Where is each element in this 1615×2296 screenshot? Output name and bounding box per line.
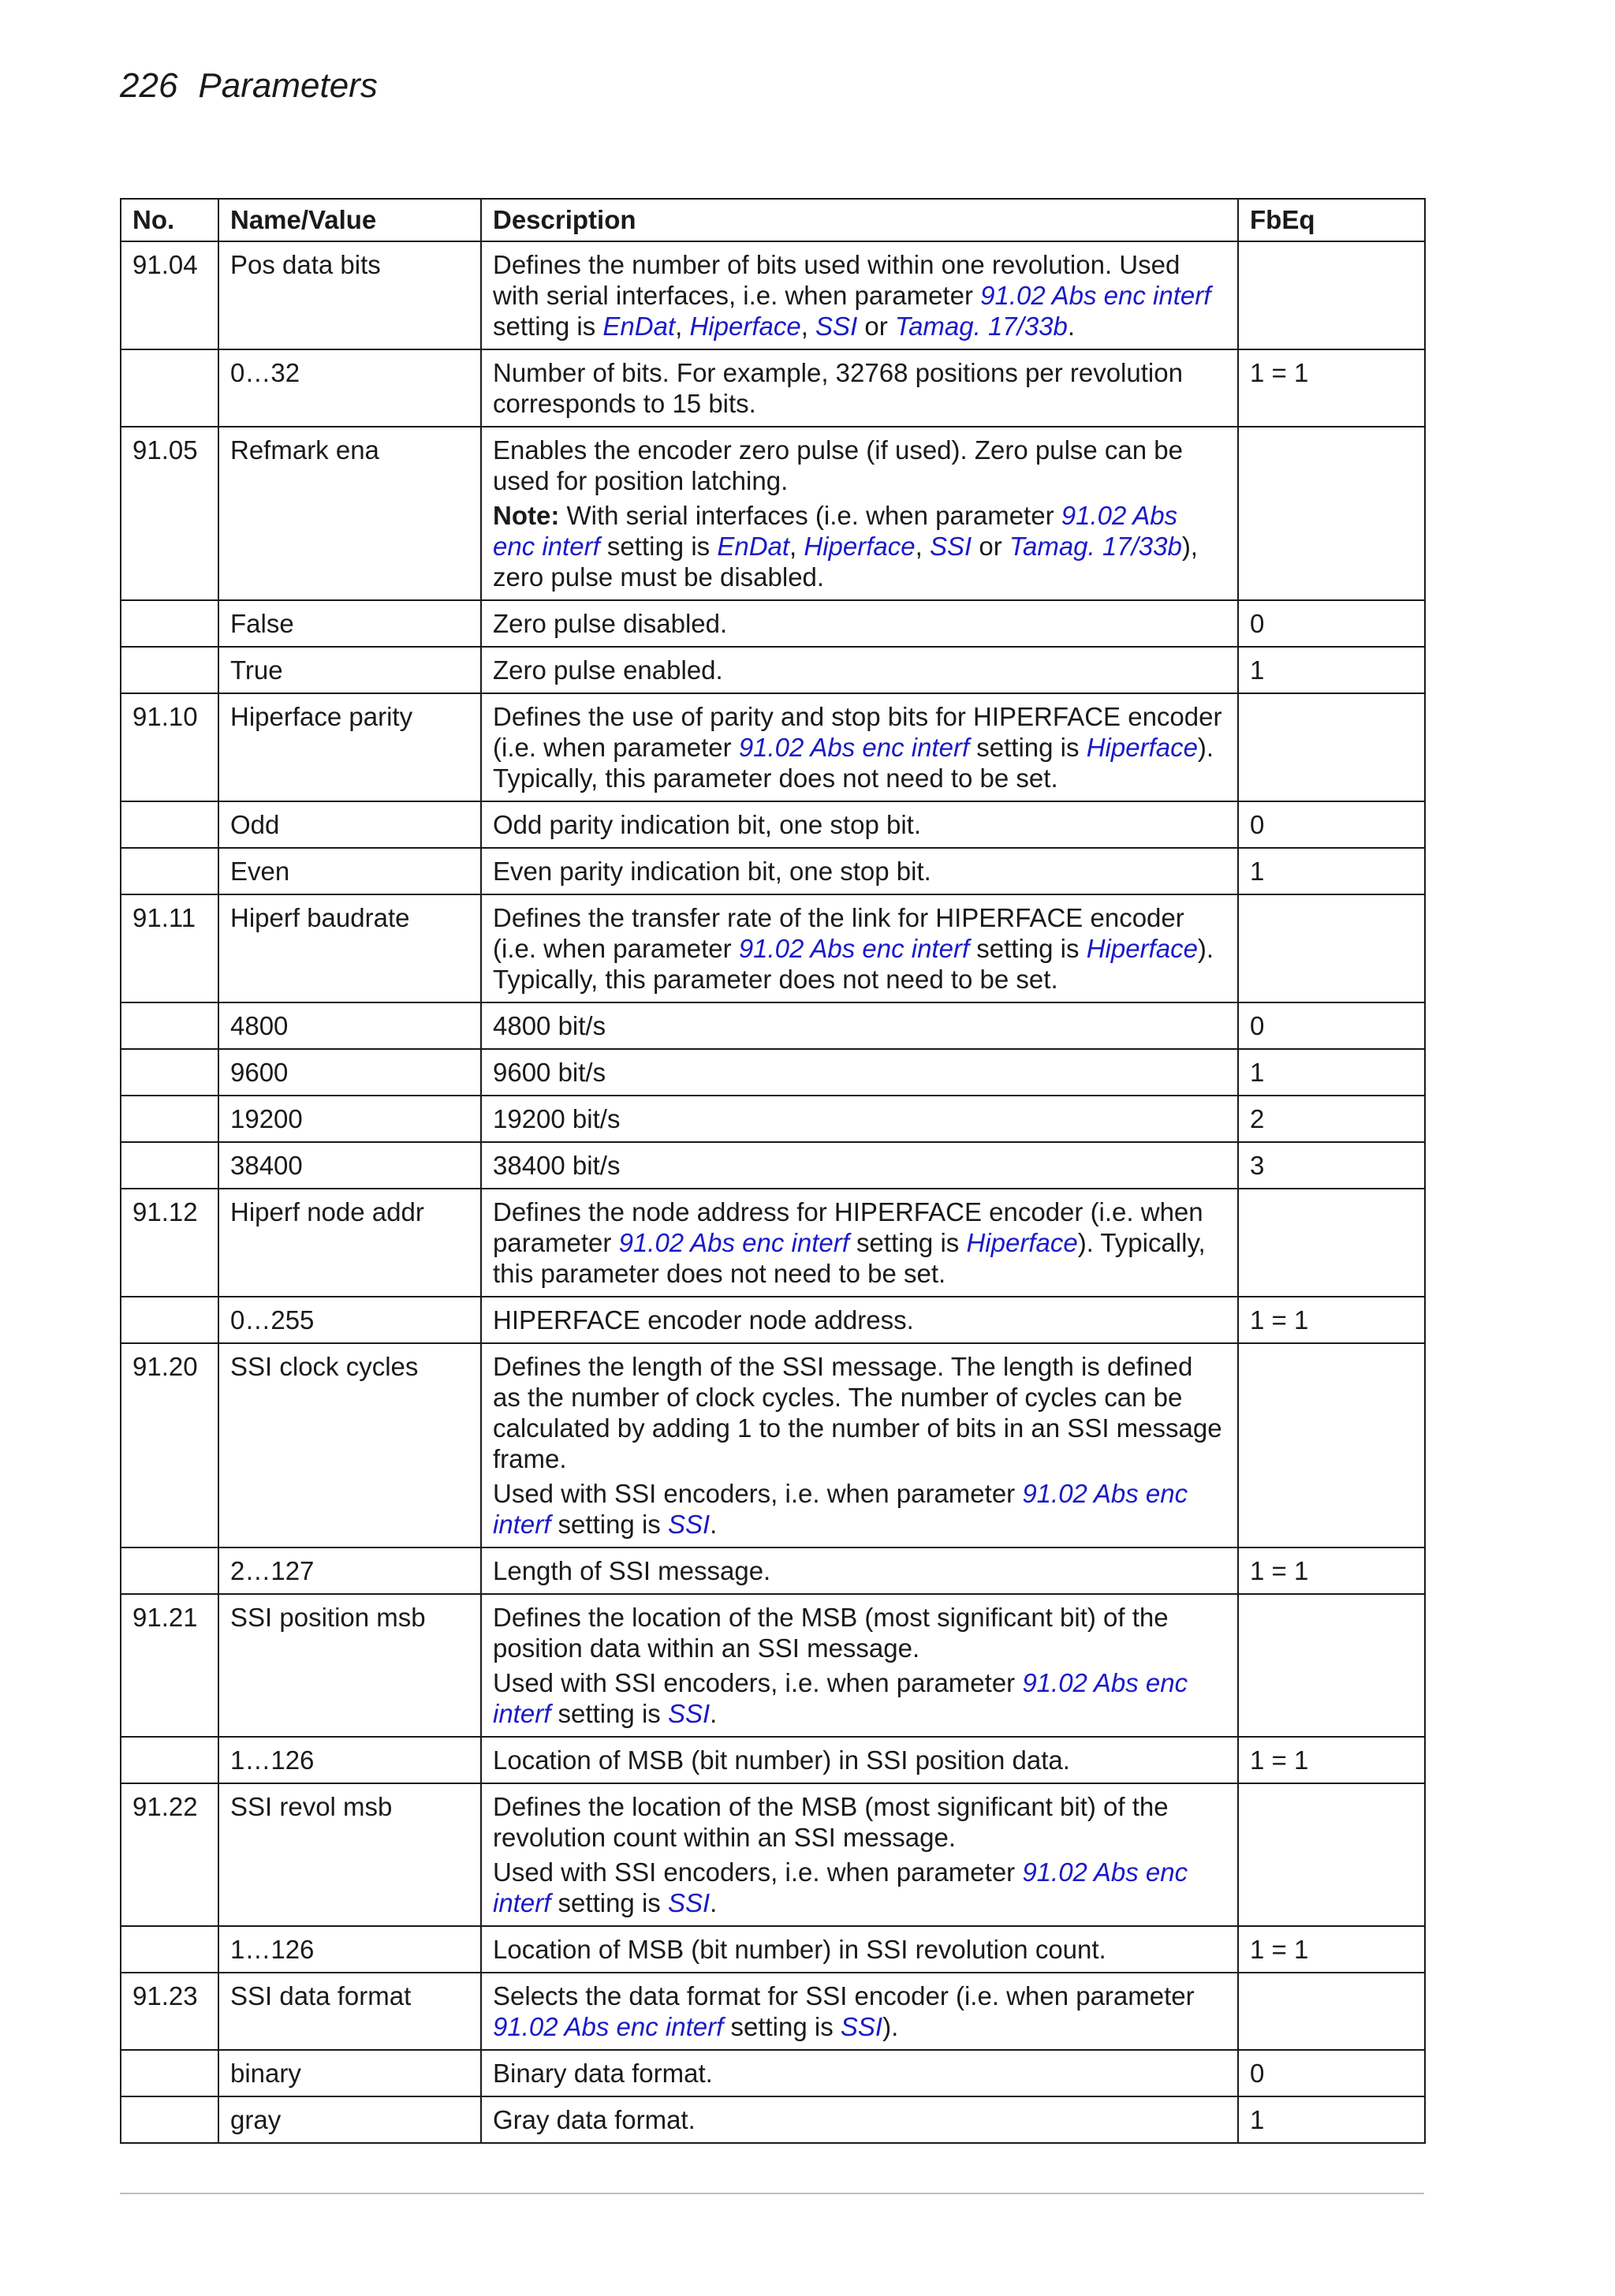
description-paragraph (493, 701, 1226, 793)
cell-description (481, 1049, 1238, 1096)
description-paragraph (493, 1197, 1226, 1289)
description-paragraph (493, 435, 1226, 496)
cell-name-value: False (218, 600, 481, 647)
description-paragraph (493, 500, 1226, 592)
description-text: Gray data format. (493, 2105, 696, 2134)
cell-fbeq: 3 (1238, 1142, 1425, 1189)
cell-name-value: 4800 (218, 1002, 481, 1049)
description-text: Number of bits. For example, 32768 positions per revolution corresponds to 15 bits. (493, 358, 1183, 418)
description-text: Enables the encoder zero pulse (if used). Zero pulse can be used for position latching. (493, 435, 1184, 495)
cell-name-value: 0…255 (218, 1297, 481, 1343)
cell-fbeq: 0 (1238, 600, 1425, 647)
cell-no (121, 1926, 218, 1973)
cell-description (481, 693, 1238, 801)
cell-no (121, 600, 218, 647)
description-paragraph (493, 1857, 1226, 1918)
cell-name-value: 9600 (218, 1049, 481, 1096)
cell-description (481, 801, 1238, 848)
cell-fbeq (1238, 1973, 1425, 2050)
table-row (121, 1594, 1425, 1737)
description-text: setting is (969, 733, 1087, 762)
cell-no (121, 2096, 218, 2143)
cell-fbeq (1238, 1783, 1425, 1926)
description-text: Zero pulse disabled. (493, 609, 728, 638)
column-header-description: Description (481, 199, 1238, 241)
description-text: 4800 bit/s (493, 1011, 606, 1040)
parameter-reference-link[interactable]: Hiperface (966, 1228, 1078, 1257)
cell-fbeq: 1 (1238, 2096, 1425, 2143)
description-paragraph (493, 1478, 1226, 1540)
parameter-reference-link[interactable]: SSI (667, 1888, 711, 1917)
cell-no: 91.22 (121, 1783, 218, 1926)
cell-no (121, 1142, 218, 1189)
parameter-reference-link[interactable]: 91.02 Abs enc interf (738, 733, 970, 762)
description-text: . (710, 1888, 718, 1917)
cell-description (481, 1297, 1238, 1343)
description-paragraph (493, 1745, 1226, 1775)
description-text: setting is (550, 1510, 668, 1539)
cell-name-value: 19200 (218, 1096, 481, 1142)
parameter-reference-link[interactable]: 91.02 Abs enc interf (493, 1857, 1188, 1917)
cell-name-value: SSI revol msb (218, 1783, 481, 1926)
parameter-reference-link[interactable]: 91.02 Abs enc interf (980, 281, 1211, 310)
cell-description (481, 241, 1238, 349)
description-text: setting is (969, 934, 1087, 963)
cell-description (481, 894, 1238, 1002)
cell-description (481, 848, 1238, 894)
cell-description (481, 349, 1238, 427)
cell-no: 91.21 (121, 1594, 218, 1737)
table-header-row (121, 199, 1425, 241)
description-text: Location of MSB (bit number) in SSI revolution count. (493, 1935, 1106, 1964)
column-header-name-value: Name/Value (218, 199, 481, 241)
table-row (121, 1926, 1425, 1973)
description-paragraph (493, 1010, 1226, 1041)
description-paragraph (493, 856, 1226, 887)
cell-description (481, 1973, 1238, 2050)
description-text: , (800, 312, 816, 341)
cell-description (481, 1783, 1238, 1926)
cell-fbeq (1238, 894, 1425, 1002)
description-paragraph (493, 1602, 1226, 1663)
description-text: ). Typically, this parameter does not need to be set. (493, 733, 1214, 793)
cell-name-value: SSI data format (218, 1973, 481, 2050)
description-paragraph (493, 902, 1226, 995)
table-row (121, 1002, 1425, 1049)
cell-fbeq: 1 (1238, 647, 1425, 693)
parameter-reference-link[interactable]: 91.02 Abs enc interf (493, 501, 1178, 561)
description-text: , (675, 312, 690, 341)
cell-description (481, 1926, 1238, 1973)
cell-no (121, 1297, 218, 1343)
description-text: Used with SSI encoders, i.e. when parameter (493, 1668, 1023, 1697)
cell-no (121, 1049, 218, 1096)
cell-description (481, 1142, 1238, 1189)
cell-no: 91.04 (121, 241, 218, 349)
table-row (121, 1189, 1425, 1297)
description-paragraph (493, 357, 1226, 419)
table-row (121, 600, 1425, 647)
table-row (121, 1343, 1425, 1547)
table-row (121, 801, 1425, 848)
column-header-no: No. (121, 199, 218, 241)
table-row (121, 1096, 1425, 1142)
description-paragraph (493, 1934, 1226, 1965)
cell-description (481, 1002, 1238, 1049)
table-row (121, 1783, 1425, 1926)
cell-description (481, 1547, 1238, 1594)
description-text: 38400 bit/s (493, 1151, 621, 1180)
parameter-reference-link[interactable]: Tamag. 17/33b (894, 312, 1068, 341)
footer-divider (120, 2193, 1424, 2194)
description-text: , (915, 532, 930, 561)
table-row (121, 2096, 1425, 2143)
description-text: Location of MSB (bit number) in SSI position data. (493, 1745, 1070, 1775)
table-row (121, 1547, 1425, 1594)
cell-fbeq (1238, 1594, 1425, 1737)
cell-name-value: 1…126 (218, 1926, 481, 1973)
parameter-table (120, 198, 1426, 2144)
description-text: ). Typically, this parameter does not need to be set. (493, 1228, 1206, 1288)
cell-fbeq (1238, 241, 1425, 349)
description-text: Zero pulse enabled. (493, 655, 723, 685)
parameter-reference-link[interactable]: EnDat (602, 312, 676, 341)
description-text: Defines the location of the MSB (most significant bit) of the position data within an SSI message. (493, 1603, 1169, 1663)
cell-fbeq: 0 (1238, 2050, 1425, 2096)
description-paragraph (493, 809, 1226, 840)
cell-description (481, 427, 1238, 600)
cell-name-value: True (218, 647, 481, 693)
cell-no: 91.12 (121, 1189, 218, 1297)
cell-fbeq: 1 (1238, 1049, 1425, 1096)
cell-name-value: 0…32 (218, 349, 481, 427)
cell-name-value: 2…127 (218, 1547, 481, 1594)
description-text: Even parity indication bit, one stop bit. (493, 857, 931, 886)
cell-no (121, 349, 218, 427)
table-row (121, 693, 1425, 801)
table-row (121, 1297, 1425, 1343)
description-text: . (710, 1510, 718, 1539)
cell-fbeq: 2 (1238, 1096, 1425, 1142)
description-text: Defines the use of parity and stop bits for HIPERFACE encoder (i.e. when parameter (493, 702, 1222, 762)
description-text: With serial interfaces (i.e. when parameter (559, 501, 1061, 530)
description-text: setting is (550, 1699, 668, 1728)
page-header (120, 66, 378, 106)
cell-fbeq: 1 = 1 (1238, 1547, 1425, 1594)
description-text: setting is (723, 2012, 841, 2041)
description-paragraph (493, 1103, 1226, 1134)
cell-no: 91.23 (121, 1973, 218, 2050)
description-text: Used with SSI encoders, i.e. when parameter (493, 1857, 1023, 1887)
description-paragraph (493, 1981, 1226, 2042)
description-text: Odd parity indication bit, one stop bit. (493, 810, 921, 839)
description-text: Defines the location of the MSB (most significant bit) of the revolution count within an SSI message. (493, 1792, 1169, 1852)
cell-no (121, 1737, 218, 1783)
parameter-reference-link[interactable]: 91.02 Abs enc interf (618, 1228, 849, 1257)
description-text: . (1067, 312, 1076, 341)
cell-description (481, 1594, 1238, 1737)
description-text: 19200 bit/s (493, 1104, 621, 1133)
cell-fbeq: 1 = 1 (1238, 1297, 1425, 1343)
description-text: Defines the number of bits used within one revolution. Used with serial interfaces, i.e. when parameter (493, 250, 1180, 310)
description-paragraph (493, 1351, 1226, 1474)
column-header-fbeq: FbEq (1238, 199, 1425, 241)
parameter-reference-link[interactable]: SSI (840, 2012, 883, 2041)
table-row (121, 2050, 1425, 2096)
cell-no: 91.05 (121, 427, 218, 600)
description-text: or (972, 532, 1009, 561)
cell-name-value: binary (218, 2050, 481, 2096)
description-paragraph (493, 1555, 1226, 1586)
table-body (121, 241, 1425, 2143)
parameter-reference-link[interactable]: Tamag. 17/33b (1009, 532, 1182, 561)
description-text: HIPERFACE encoder node address. (493, 1305, 914, 1335)
cell-name-value: Even (218, 848, 481, 894)
cell-no (121, 801, 218, 848)
note-label: Note: (493, 501, 560, 530)
cell-name-value: Hiperface parity (218, 693, 481, 801)
parameter-reference-link[interactable]: Hiperface (689, 312, 801, 341)
description-paragraph (493, 249, 1226, 342)
cell-fbeq (1238, 427, 1425, 600)
cell-name-value: Hiperf baudrate (218, 894, 481, 1002)
table-row (121, 1049, 1425, 1096)
cell-description (481, 1343, 1238, 1547)
cell-fbeq (1238, 1343, 1425, 1547)
parameter-reference-link[interactable]: Hiperface (804, 532, 916, 561)
table-row (121, 427, 1425, 600)
table-row (121, 647, 1425, 693)
description-text: 9600 bit/s (493, 1058, 606, 1087)
cell-no (121, 2050, 218, 2096)
parameter-reference-link[interactable]: Hiperface (1086, 733, 1198, 762)
cell-description (481, 1189, 1238, 1297)
page-number: 226 (120, 66, 178, 105)
cell-fbeq: 1 = 1 (1238, 349, 1425, 427)
cell-name-value: Odd (218, 801, 481, 848)
parameter-reference-link[interactable]: SSI (815, 312, 858, 341)
cell-no: 91.10 (121, 693, 218, 801)
cell-fbeq: 0 (1238, 1002, 1425, 1049)
description-text: setting is (599, 532, 718, 561)
parameter-reference-link[interactable]: SSI (667, 1510, 711, 1539)
cell-name-value: SSI position msb (218, 1594, 481, 1737)
cell-description (481, 600, 1238, 647)
description-text: setting is (849, 1228, 967, 1257)
table-row (121, 1973, 1425, 2050)
description-paragraph (493, 1667, 1226, 1729)
description-paragraph (493, 2058, 1226, 2089)
parameter-reference-link[interactable]: Hiperface (1086, 934, 1198, 963)
cell-description (481, 1737, 1238, 1783)
cell-name-value: 38400 (218, 1142, 481, 1189)
cell-no (121, 647, 218, 693)
description-text: ). (882, 2012, 899, 2041)
parameter-reference-link[interactable]: 91.02 Abs enc interf (493, 2012, 724, 2041)
description-text: Defines the transfer rate of the link for HIPERFACE encoder (i.e. when parameter (493, 903, 1184, 963)
description-paragraph (493, 1057, 1226, 1088)
cell-fbeq: 1 = 1 (1238, 1737, 1425, 1783)
parameter-reference-link[interactable]: 91.02 Abs enc interf (738, 934, 970, 963)
parameter-reference-link[interactable]: SSI (667, 1699, 711, 1728)
cell-name-value: Refmark ena (218, 427, 481, 600)
cell-name-value: Hiperf node addr (218, 1189, 481, 1297)
table-row (121, 349, 1425, 427)
cell-fbeq: 1 = 1 (1238, 1926, 1425, 1973)
cell-description (481, 647, 1238, 693)
cell-name-value: gray (218, 2096, 481, 2143)
cell-no (121, 1002, 218, 1049)
section-title: Parameters (198, 66, 378, 105)
cell-name-value: SSI clock cycles (218, 1343, 481, 1547)
cell-fbeq: 0 (1238, 801, 1425, 848)
cell-no: 91.11 (121, 894, 218, 1002)
cell-fbeq (1238, 1189, 1425, 1297)
description-text: Defines the node address for HIPERFACE encoder (i.e. when parameter (493, 1197, 1203, 1257)
cell-description (481, 2096, 1238, 2143)
cell-description (481, 1096, 1238, 1142)
description-paragraph (493, 655, 1226, 685)
cell-no (121, 1547, 218, 1594)
cell-fbeq (1238, 693, 1425, 801)
description-text: setting is (493, 312, 603, 341)
description-paragraph (493, 608, 1226, 639)
description-text: Used with SSI encoders, i.e. when parameter (493, 1479, 1023, 1508)
description-text: Length of SSI message. (493, 1556, 771, 1585)
parameter-reference-link[interactable]: EnDat (717, 532, 790, 561)
description-text: or (857, 312, 895, 341)
cell-no: 91.20 (121, 1343, 218, 1547)
cell-name-value: 1…126 (218, 1737, 481, 1783)
description-paragraph (493, 1791, 1226, 1853)
parameter-reference-link[interactable]: SSI (929, 532, 972, 561)
description-text: ). Typically, this parameter does not need to be set. (493, 934, 1214, 994)
cell-name-value: Pos data bits (218, 241, 481, 349)
table-row (121, 894, 1425, 1002)
description-text: ), zero pulse must be disabled. (493, 532, 1198, 592)
description-text: Selects the data format for SSI encoder (i.e. when parameter (493, 1981, 1195, 2010)
description-text: setting is (550, 1888, 668, 1917)
description-paragraph (493, 1150, 1226, 1181)
description-text: . (710, 1699, 718, 1728)
cell-description (481, 2050, 1238, 2096)
table-row (121, 241, 1425, 349)
parameter-reference-link[interactable]: 91.02 Abs enc interf (493, 1479, 1188, 1539)
table-row (121, 848, 1425, 894)
description-text: Defines the length of the SSI message. The length is defined as the number of clock cycles. The number of cycles can be calculated by adding 1 to the number of bits in an SSI message frame. (493, 1352, 1222, 1473)
description-text: Binary data format. (493, 2059, 713, 2088)
table-row (121, 1142, 1425, 1189)
description-text: , (789, 532, 804, 561)
parameter-reference-link[interactable]: 91.02 Abs enc interf (493, 1668, 1188, 1728)
cell-no (121, 1096, 218, 1142)
description-paragraph (493, 2104, 1226, 2135)
cell-no (121, 848, 218, 894)
cell-fbeq: 1 (1238, 848, 1425, 894)
description-paragraph (493, 1305, 1226, 1335)
table-row (121, 1737, 1425, 1783)
